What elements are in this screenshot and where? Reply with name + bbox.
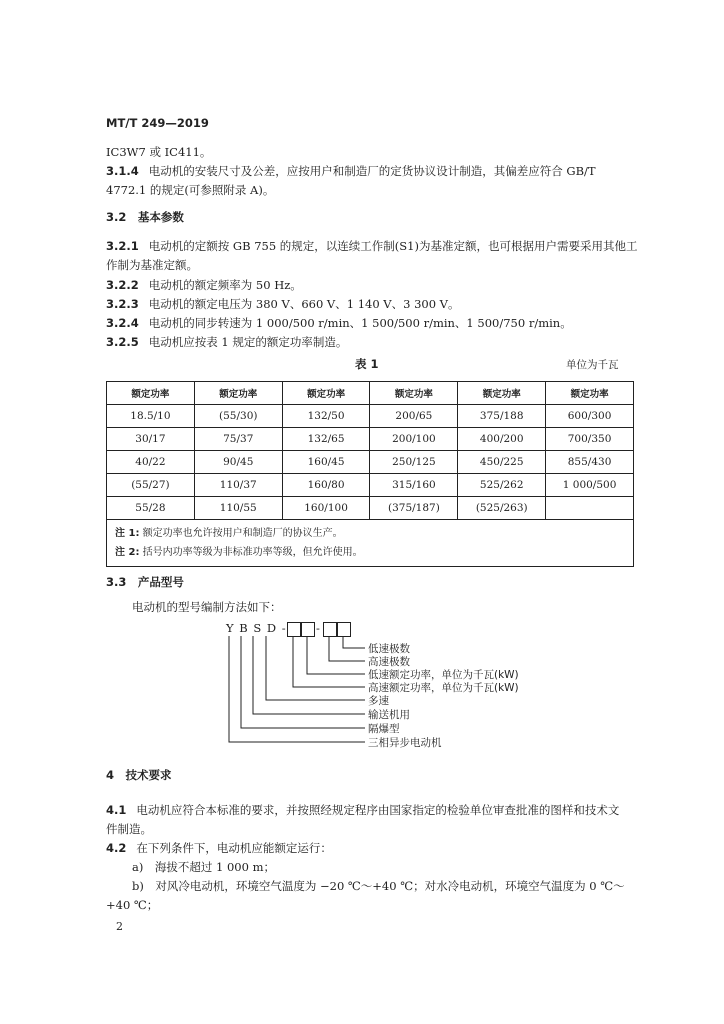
clause-text: 电动机应符合本标准的要求，并按照经规定程序由国家指定的检验单位审查批准的图样和技术文 bbox=[136, 803, 620, 817]
clause-number: 3.1.4 bbox=[106, 164, 139, 178]
label-high-speed-poles: 高速极数 bbox=[368, 656, 410, 668]
table-cell: 55/28 bbox=[107, 497, 195, 520]
standard-number: MT/T 249—2019 bbox=[106, 116, 209, 130]
model-code-letters: Y B S D - bbox=[226, 621, 287, 635]
clause-text: 电动机的安装尺寸及公差，应按用户和制造厂的定货协议设计制造，其偏差应符合 GB/T bbox=[148, 164, 596, 178]
clause-text: 电动机的同步转速为 1 000/500 r/min、1 500/500 r/min、1 500/750 r/min。 bbox=[148, 316, 572, 330]
column-header: 额定功率 bbox=[194, 382, 282, 405]
table-cell: 90/45 bbox=[194, 451, 282, 474]
table-cell: 75/37 bbox=[194, 428, 282, 451]
clause-text: 电动机的定额按 GB 755 的规定，以连续工作制(S1)为基准定额，也可根据用户需要采用其他工 bbox=[148, 239, 638, 253]
table-cell: (525/263) bbox=[458, 497, 546, 520]
table-cell: (55/30) bbox=[194, 405, 282, 428]
table-cell: (375/187) bbox=[370, 497, 458, 520]
table-cell: 1 000/500 bbox=[546, 474, 634, 497]
table-cell: 160/100 bbox=[282, 497, 370, 520]
table-cell: 375/188 bbox=[458, 405, 546, 428]
table-cell: 18.5/10 bbox=[107, 405, 195, 428]
clause-3-2-1-line2: 作制为基准定额。 bbox=[106, 258, 198, 272]
note-label: 注 2: bbox=[115, 547, 140, 558]
clause-number: 4.2 bbox=[106, 841, 127, 855]
clause-text: 电动机的额定电压为 380 V、660 V、1 140 V、3 300 V。 bbox=[148, 297, 460, 311]
clause-3-1-4-line2: 4772.1 的规定(可参照附录 A)。 bbox=[106, 183, 275, 197]
table-cell: 250/125 bbox=[370, 451, 458, 474]
list-item-b-line2: +40 ℃； bbox=[106, 898, 159, 912]
column-header: 额定功率 bbox=[458, 382, 546, 405]
clause-4-2 bbox=[106, 839, 332, 858]
clause-number: 3.2.5 bbox=[106, 335, 139, 349]
table-cell: 200/65 bbox=[370, 405, 458, 428]
table-cell: 450/225 bbox=[458, 451, 546, 474]
table-cell: 315/160 bbox=[370, 474, 458, 497]
clause-text: 电动机应按表 1 规定的额定功率制造。 bbox=[148, 335, 348, 349]
table-cell: 200/100 bbox=[370, 428, 458, 451]
table-cell: 160/80 bbox=[282, 474, 370, 497]
table-cell: 110/55 bbox=[194, 497, 282, 520]
clause-number: 4.1 bbox=[106, 803, 127, 817]
code-dash: - bbox=[316, 621, 320, 635]
column-header: 额定功率 bbox=[107, 382, 195, 405]
paragraph-ic: IC3W7 或 IC411。 bbox=[106, 145, 212, 159]
label-multi-speed: 多速 bbox=[368, 695, 389, 707]
table-cell: 525/262 bbox=[458, 474, 546, 497]
table-cell: 160/45 bbox=[282, 451, 370, 474]
section-3-2-title: 3.2 基本参数 bbox=[106, 210, 184, 224]
note-text: 额定功率也允许按用户和制造厂的协议生产。 bbox=[142, 528, 343, 539]
clause-text: 在下列条件下，电动机应能额定运行： bbox=[136, 841, 332, 855]
label-conveyor: 输送机用 bbox=[368, 709, 410, 721]
table-caption: 表 1 bbox=[355, 357, 379, 371]
clause-number: 3.2.2 bbox=[106, 278, 139, 292]
clause-4-1-line2: 件制造。 bbox=[106, 822, 152, 836]
table-cell: 30/17 bbox=[107, 428, 195, 451]
column-header: 额定功率 bbox=[546, 382, 634, 405]
clause-text: 电动机的额定频率为 50 Hz。 bbox=[148, 278, 302, 292]
model-intro: 电动机的型号编制方法如下： bbox=[132, 600, 282, 614]
label-low-speed-power: 低速额定功率，单位为千瓦(kW) bbox=[368, 669, 519, 681]
list-item-b-line1: b) 对风冷电动机，环境空气温度为 −20 ℃～+40 ℃；对水冷电动机，环境空气温度为 0 ℃～ bbox=[132, 879, 625, 893]
label-three-phase-motor: 三相异步电动机 bbox=[368, 737, 442, 749]
note-text: 括号内功率等级为非标准功率等级，但允许使用。 bbox=[142, 547, 363, 558]
label-low-speed-poles: 低速极数 bbox=[368, 643, 410, 655]
column-header: 额定功率 bbox=[282, 382, 370, 405]
table-cell: 600/300 bbox=[546, 405, 634, 428]
section-3-3-title: 3.3 产品型号 bbox=[106, 575, 184, 589]
clause-number: 3.2.4 bbox=[106, 316, 139, 330]
table-unit: 单位为千瓦 bbox=[566, 359, 619, 371]
table-cell: 132/65 bbox=[282, 428, 370, 451]
note-label: 注 1: bbox=[115, 528, 140, 539]
list-item-a: a) 海拔不超过 1 000 m； bbox=[132, 860, 275, 874]
label-flameproof: 隔爆型 bbox=[368, 723, 400, 735]
table-cell: 400/200 bbox=[458, 428, 546, 451]
table-cell: (55/27) bbox=[107, 474, 195, 497]
table-cell: 132/50 bbox=[282, 405, 370, 428]
table-cell: 855/430 bbox=[546, 451, 634, 474]
table-cell: 40/22 bbox=[107, 451, 195, 474]
table-cell: 110/37 bbox=[194, 474, 282, 497]
clause-4-1-line1 bbox=[106, 801, 619, 820]
column-header: 额定功率 bbox=[370, 382, 458, 405]
clause-number: 3.2.3 bbox=[106, 297, 139, 311]
table-cell: 700/350 bbox=[546, 428, 634, 451]
page-number: 2 bbox=[116, 920, 123, 933]
label-high-speed-power: 高速额定功率，单位为千瓦(kW) bbox=[368, 682, 519, 694]
clause-number: 3.2.1 bbox=[106, 239, 139, 253]
section-4-title: 4 技术要求 bbox=[106, 768, 172, 782]
